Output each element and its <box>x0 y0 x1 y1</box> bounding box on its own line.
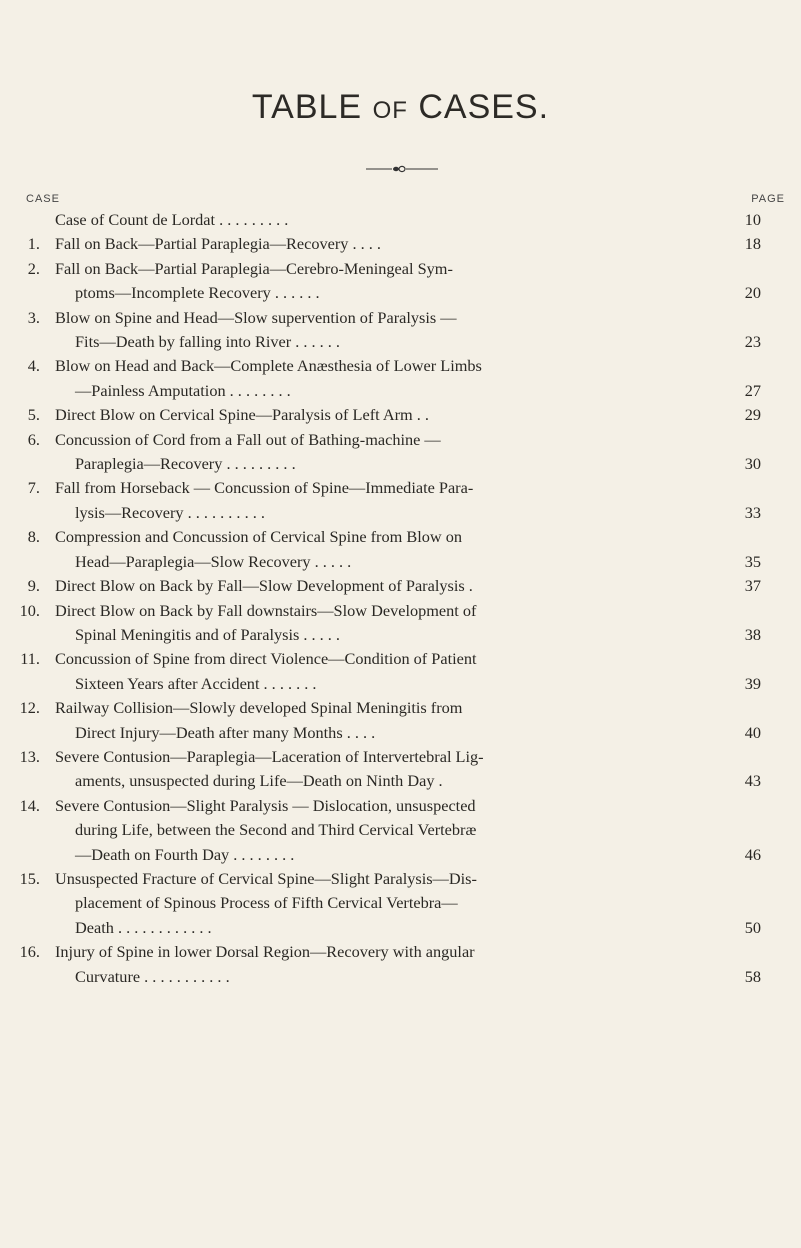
table-of-cases <box>0 208 801 989</box>
page-number: 20 <box>744 283 761 303</box>
ornament-rule <box>366 165 438 173</box>
case-title-line: during Life, between the Second and Third Cervical Vertebræ <box>75 820 477 840</box>
case-entry <box>0 232 801 256</box>
case-entry <box>0 574 801 598</box>
case-title-line: —Death on Fourth Day . . . . . . . . <box>75 844 295 864</box>
case-entry <box>0 354 801 403</box>
page-number: 30 <box>744 454 761 474</box>
case-title <box>55 574 719 598</box>
case-number: 11. <box>20 649 40 669</box>
page-number: 46 <box>744 844 761 864</box>
case-title-line: Fits—Death by falling into River . . . . . . <box>75 332 340 352</box>
case-title-line: Fall from Horseback — Concussion of Spine—Immediate Para- <box>55 478 474 498</box>
case-entry <box>0 794 801 867</box>
case-title <box>55 599 719 648</box>
case-title <box>55 403 719 427</box>
case-entry <box>0 208 801 232</box>
page-number: 23 <box>744 332 761 352</box>
case-number: 3. <box>27 307 40 327</box>
case-title-line: Direct Blow on Back by Fall—Slow Development of Paralysis . <box>55 576 473 596</box>
page-number: 27 <box>744 380 761 400</box>
case-title-line: Death . . . . . . . . . . . . <box>75 917 212 937</box>
case-title-line: Spinal Meningitis and of Paralysis . . . . . <box>75 624 341 644</box>
case-title-line: placement of Spinous Process of Fifth Cervical Vertebra— <box>75 893 458 913</box>
page-number: 58 <box>744 966 761 986</box>
case-number: 2. <box>27 258 40 278</box>
case-title-line: Railway Collision—Slowly developed Spinal Meningitis from <box>55 698 463 718</box>
case-title-line: Unsuspected Fracture of Cervical Spine—Slight Paralysis—Dis- <box>55 868 477 888</box>
case-number: 9. <box>27 576 40 596</box>
page-number: 38 <box>744 624 761 644</box>
page-number: 10 <box>744 210 761 229</box>
case-title-line: ptoms—Incomplete Recovery . . . . . . <box>75 283 320 303</box>
page-number: 43 <box>744 771 761 791</box>
page-number: 35 <box>744 551 761 571</box>
case-number: 10. <box>19 600 40 620</box>
case-title-line: Direct Blow on Cervical Spine—Paralysis of Left Arm . . <box>55 405 429 425</box>
page-number: 37 <box>744 576 761 596</box>
case-title <box>55 232 719 256</box>
case-number: 7. <box>27 478 40 498</box>
case-entry <box>0 867 801 940</box>
case-number: 15. <box>19 868 40 888</box>
case-number: 12. <box>19 698 40 718</box>
case-title-line: Paraplegia—Recovery . . . . . . . . . <box>75 454 296 474</box>
title-word-of: OF <box>372 97 408 124</box>
page-title <box>0 88 801 127</box>
case-entry <box>0 940 801 989</box>
case-title <box>55 867 719 940</box>
case-number: 14. <box>19 795 40 815</box>
case-title <box>55 696 719 745</box>
case-entry <box>0 745 801 794</box>
case-title-line: Severe Contusion—Slight Paralysis — Dislocation, unsuspected <box>55 795 476 815</box>
column-header-case: CASE <box>26 193 60 205</box>
case-title-line: aments, unsuspected during Life—Death on Ninth Day . <box>75 771 443 791</box>
case-title-line: Injury of Spine in lower Dorsal Region—Recovery with angular <box>55 942 475 962</box>
case-number: 4. <box>27 356 40 376</box>
case-title <box>55 794 719 867</box>
case-title <box>55 306 719 355</box>
case-entry <box>0 306 801 355</box>
page-number: 18 <box>744 234 761 254</box>
case-title <box>55 525 719 574</box>
case-number: 13. <box>19 746 40 766</box>
case-entry <box>0 525 801 574</box>
case-title <box>55 647 719 696</box>
case-title-line: Sixteen Years after Accident . . . . . . . <box>75 673 317 693</box>
case-entry <box>0 696 801 745</box>
case-entry <box>0 257 801 306</box>
case-number: 6. <box>27 429 40 449</box>
case-title-line: Direct Blow on Back by Fall downstairs—Slow Development of <box>55 600 477 620</box>
case-title-line: —Painless Amputation . . . . . . . . <box>75 380 291 400</box>
page-number: 33 <box>744 502 761 522</box>
case-number: 8. <box>27 527 40 547</box>
case-title <box>55 476 719 525</box>
page-number: 29 <box>744 405 761 425</box>
case-title <box>55 428 719 477</box>
case-title-line: Head—Paraplegia—Slow Recovery . . . . . <box>75 551 352 571</box>
case-title <box>55 940 719 989</box>
case-title-line: Case of Count de Lordat . . . . . . . . . <box>55 210 289 229</box>
case-entry <box>0 428 801 477</box>
case-number: 16. <box>19 942 40 962</box>
title-word-cases: CASES. <box>418 88 550 126</box>
case-title-line: Concussion of Spine from direct Violence—Condition of Patient <box>55 649 477 669</box>
case-title-line: Direct Injury—Death after many Months . . . . <box>75 722 376 742</box>
case-entry <box>0 599 801 648</box>
case-entry <box>0 476 801 525</box>
case-title-line: Concussion of Cord from a Fall out of Bathing-machine — <box>55 429 441 449</box>
case-title-line: lysis—Recovery . . . . . . . . . . <box>75 502 265 522</box>
case-number: 1. <box>27 234 40 254</box>
case-title <box>55 208 719 232</box>
case-entry <box>0 403 801 427</box>
case-title <box>55 745 719 794</box>
case-title-line: Severe Contusion—Paraplegia—Laceration of Intervertebral Lig- <box>55 746 484 766</box>
case-title-line: Curvature . . . . . . . . . . . <box>75 966 230 986</box>
column-header-page: PAGE <box>751 193 785 205</box>
title-word-table: TABLE <box>251 88 363 126</box>
page-number: 50 <box>744 917 761 937</box>
case-title-line: Fall on Back—Partial Paraplegia—Recovery . . . . <box>55 234 381 254</box>
case-title-line: Blow on Spine and Head—Slow supervention of Paralysis — <box>55 307 457 327</box>
case-title-line: Compression and Concussion of Cervical Spine from Blow on <box>55 527 462 547</box>
case-title <box>55 257 719 306</box>
case-entry <box>0 647 801 696</box>
page-number: 40 <box>744 722 761 742</box>
case-title-line: Blow on Head and Back—Complete Anæsthesia of Lower Limbs <box>55 356 482 376</box>
case-number: 5. <box>27 405 40 425</box>
case-title-line: Fall on Back—Partial Paraplegia—Cerebro-Meningeal Sym- <box>55 258 453 278</box>
case-title <box>55 354 719 403</box>
page-number: 39 <box>744 673 761 693</box>
